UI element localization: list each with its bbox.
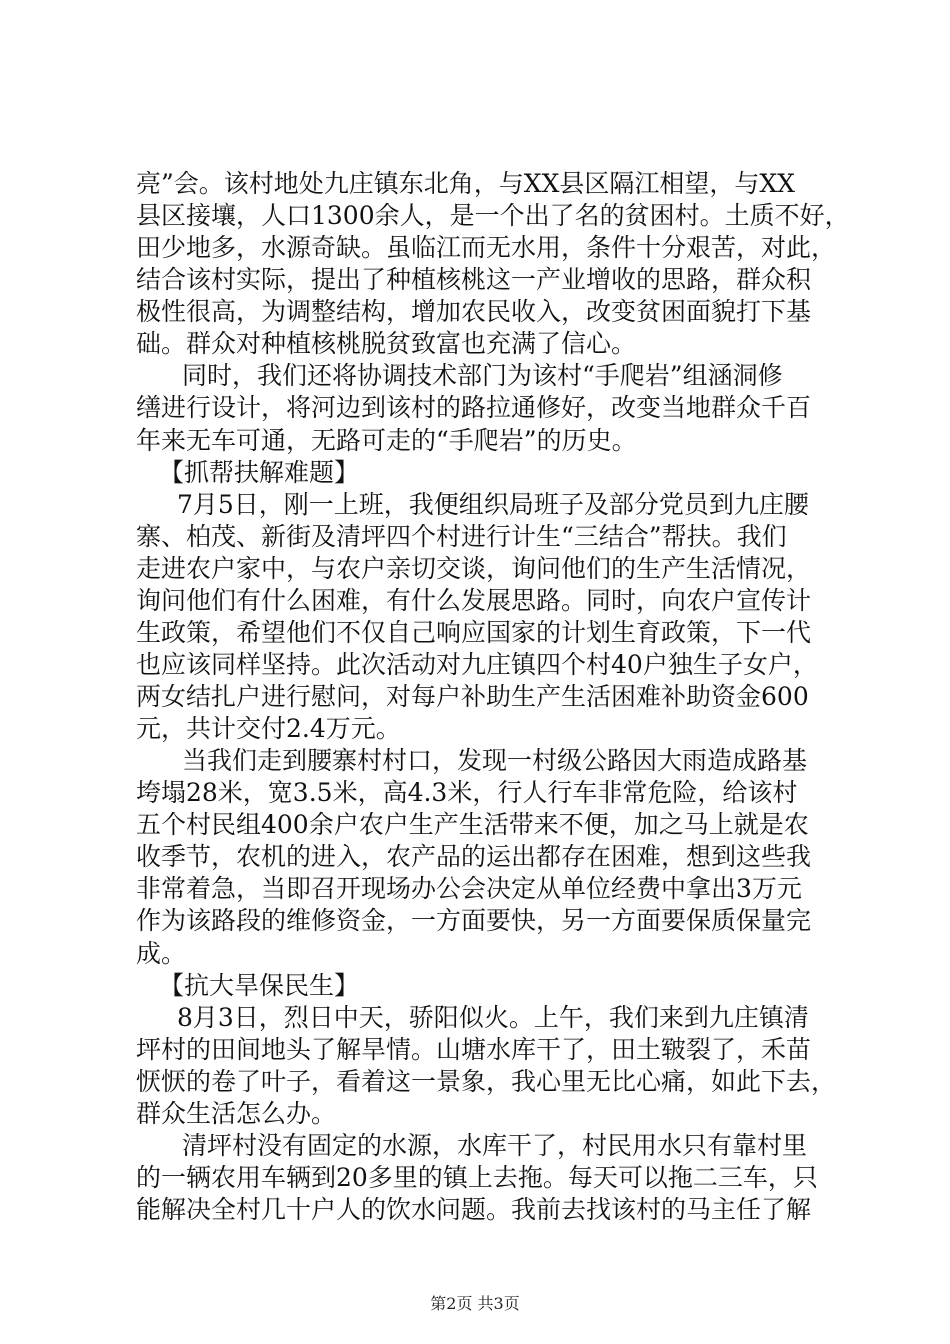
text-line: 结合该村实际，提出了种植核桃这一产业增收的思路，群众积 <box>136 265 812 294</box>
text-line: 7月5日，刚一上班，我便组织局班子及部分党员到九庄腰 <box>177 490 809 519</box>
text-line: 生政策，希望他们不仅自己响应国家的计划生育政策，下一代 <box>136 618 812 647</box>
text-line: 田少地多，水源奇缺。虽临江而无水用，条件十分艰苦，对此， <box>136 233 837 262</box>
text-line: 五个村民组400余户农户生产生活带来不便，加之马上就是农 <box>136 810 809 839</box>
text-line: 极性很高，为调整结构，增加农民收入，改变贫困面貌打下基 <box>136 297 812 326</box>
text-line: 成。 <box>136 939 187 968</box>
text-line: 年来无车可通，无路可走的“手爬岩”的历史。 <box>136 426 637 455</box>
text-line: 当我们走到腰寨村村口，发现一村级公路因大雨造成路基 <box>182 746 808 775</box>
text-line: 非常着急，当即召开现场办公会决定从单位经费中拿出3万元 <box>136 874 802 903</box>
text-line: 群众生活怎么办。 <box>136 1099 337 1128</box>
text-line: 坪村的田间地头了解旱情。山塘水库干了，田土皲裂了，禾苗 <box>136 1035 812 1064</box>
text-line: 缮进行设计，将河边到该村的路拉通修好，改变当地群众千百 <box>136 393 812 422</box>
text-line: 询问他们有什么困难，有什么发展思路。同时，向农户宣传计 <box>136 586 812 615</box>
page-footer: 第2页 共3页 <box>430 1294 520 1313</box>
text-line: 也应该同样坚持。此次活动对九庄镇四个村40户独生子女户， <box>136 650 818 679</box>
text-line: 能解决全村几十户人的饮水问题。我前去找该村的马主任了解 <box>136 1195 812 1224</box>
text-line: 寨、柏茂、新街及清坪四个村进行计生“三结合”帮扶。我们 <box>136 522 787 551</box>
text-line: 8月3日，烈日中天，骄阳似火。上午，我们来到九庄镇清 <box>177 1003 809 1032</box>
text-line: 础。群众对种植核桃脱贫致富也充满了信心。 <box>136 329 637 358</box>
text-line: 同时，我们还将协调技术部门为该村“手爬岩”组涵洞修 <box>182 361 783 390</box>
text-line: 清坪村没有固定的水源，水库干了，村民用水只有靠村里 <box>182 1131 808 1160</box>
section-heading: 【抓帮扶解难题】 <box>159 458 360 487</box>
text-line: 走进农户家中，与农户亲切交谈，询问他们的生产生活情况， <box>136 554 812 583</box>
text-line: 两女结扎户进行慰问，对每户补助生产生活困难补助资金600 <box>136 682 809 711</box>
text-line: 作为该路段的维修资金，一方面要快，另一方面要保质保量完 <box>136 906 812 935</box>
text-line: 恹恹的卷了叶子，看着这一景象，我心里无比心痛，如此下去， <box>136 1067 837 1096</box>
section-heading: 【抗大旱保民生】 <box>159 971 360 1000</box>
text-line: 收季节，农机的进入，农产品的运出都存在困难，想到这些我 <box>136 842 812 871</box>
text-line: 亮”会。该村地处九庄镇东北角，与XX县区隔江相望，与XX <box>136 169 795 198</box>
text-line: 垮塌28米，宽3.5米，高4.3米，行人行车非常危险，给该村 <box>136 778 798 807</box>
text-line: 元，共计交付2.4万元。 <box>136 714 401 743</box>
text-line: 县区接壤，人口1300余人，是一个出了名的贫困村。土质不好， <box>136 201 850 230</box>
text-line: 的一辆农用车辆到20多里的镇上去拖。每天可以拖二三车，只 <box>136 1163 818 1192</box>
